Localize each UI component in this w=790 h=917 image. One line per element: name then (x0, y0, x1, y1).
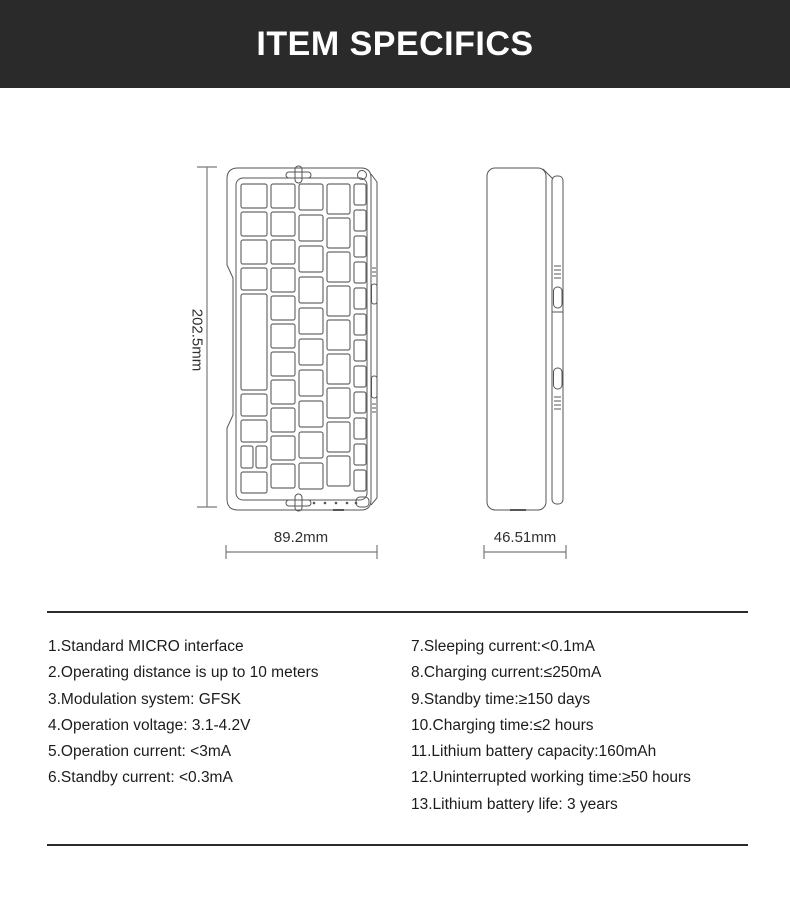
spec-item: 2.Operating distance is up to 10 meters (48, 664, 319, 682)
keyboard-dimension-diagram (0, 88, 790, 603)
spec-item: 5.Operation current: <3mA (48, 743, 232, 761)
separator-top (47, 611, 748, 613)
page-title: ITEM SPECIFICS (256, 24, 534, 63)
side-edge-details (552, 266, 563, 409)
spec-item: 12.Uninterrupted working time:≥50 hours (411, 769, 691, 787)
keyboard-right-lip (371, 174, 377, 505)
side-edge-strip (552, 176, 563, 504)
side-width-label: 46.51mm (493, 529, 557, 546)
keyboard-keys (241, 184, 366, 493)
spec-item: 13.Lithium battery life: 3 years (411, 795, 618, 813)
spec-item: 7.Sleeping current:<0.1mA (411, 638, 595, 655)
front-width-label: 89.2mm (273, 529, 329, 546)
side-body (487, 168, 546, 510)
side-top-chamfer (543, 169, 553, 179)
spec-item: 9.Standby time:≥150 days (411, 690, 591, 708)
header-banner (0, 0, 790, 88)
space-bar-key (241, 294, 267, 390)
spec-item: 8.Charging current:≤250mA (411, 664, 602, 682)
spec-item: 3.Modulation system: GFSK (48, 690, 241, 708)
keyboard-side-view (487, 168, 563, 510)
separator-bottom (47, 844, 748, 846)
dimension-side-width (484, 545, 566, 559)
indicator-dots (313, 502, 358, 505)
spec-list-right (411, 634, 771, 818)
spec-item: 6.Standby current: <0.3mA (48, 769, 233, 787)
spec-item: 4.Operation voltage: 3.1-4.2V (48, 716, 251, 734)
spec-item: 10.Charging time:≤2 hours (411, 716, 594, 734)
spec-item: 11.Lithium battery capacity:160mAh (411, 743, 657, 761)
spec-item: 1.Standard MICRO interface (48, 638, 244, 655)
front-height-label: 202.5mm (188, 308, 206, 372)
hinge-top (286, 166, 311, 183)
edge-side-keys (372, 268, 378, 412)
technical-drawing (0, 88, 790, 603)
hinge-bottom (286, 494, 311, 511)
spec-list-left (48, 634, 398, 792)
dimension-front-width (226, 545, 377, 559)
corner-button-bottom (356, 497, 369, 507)
